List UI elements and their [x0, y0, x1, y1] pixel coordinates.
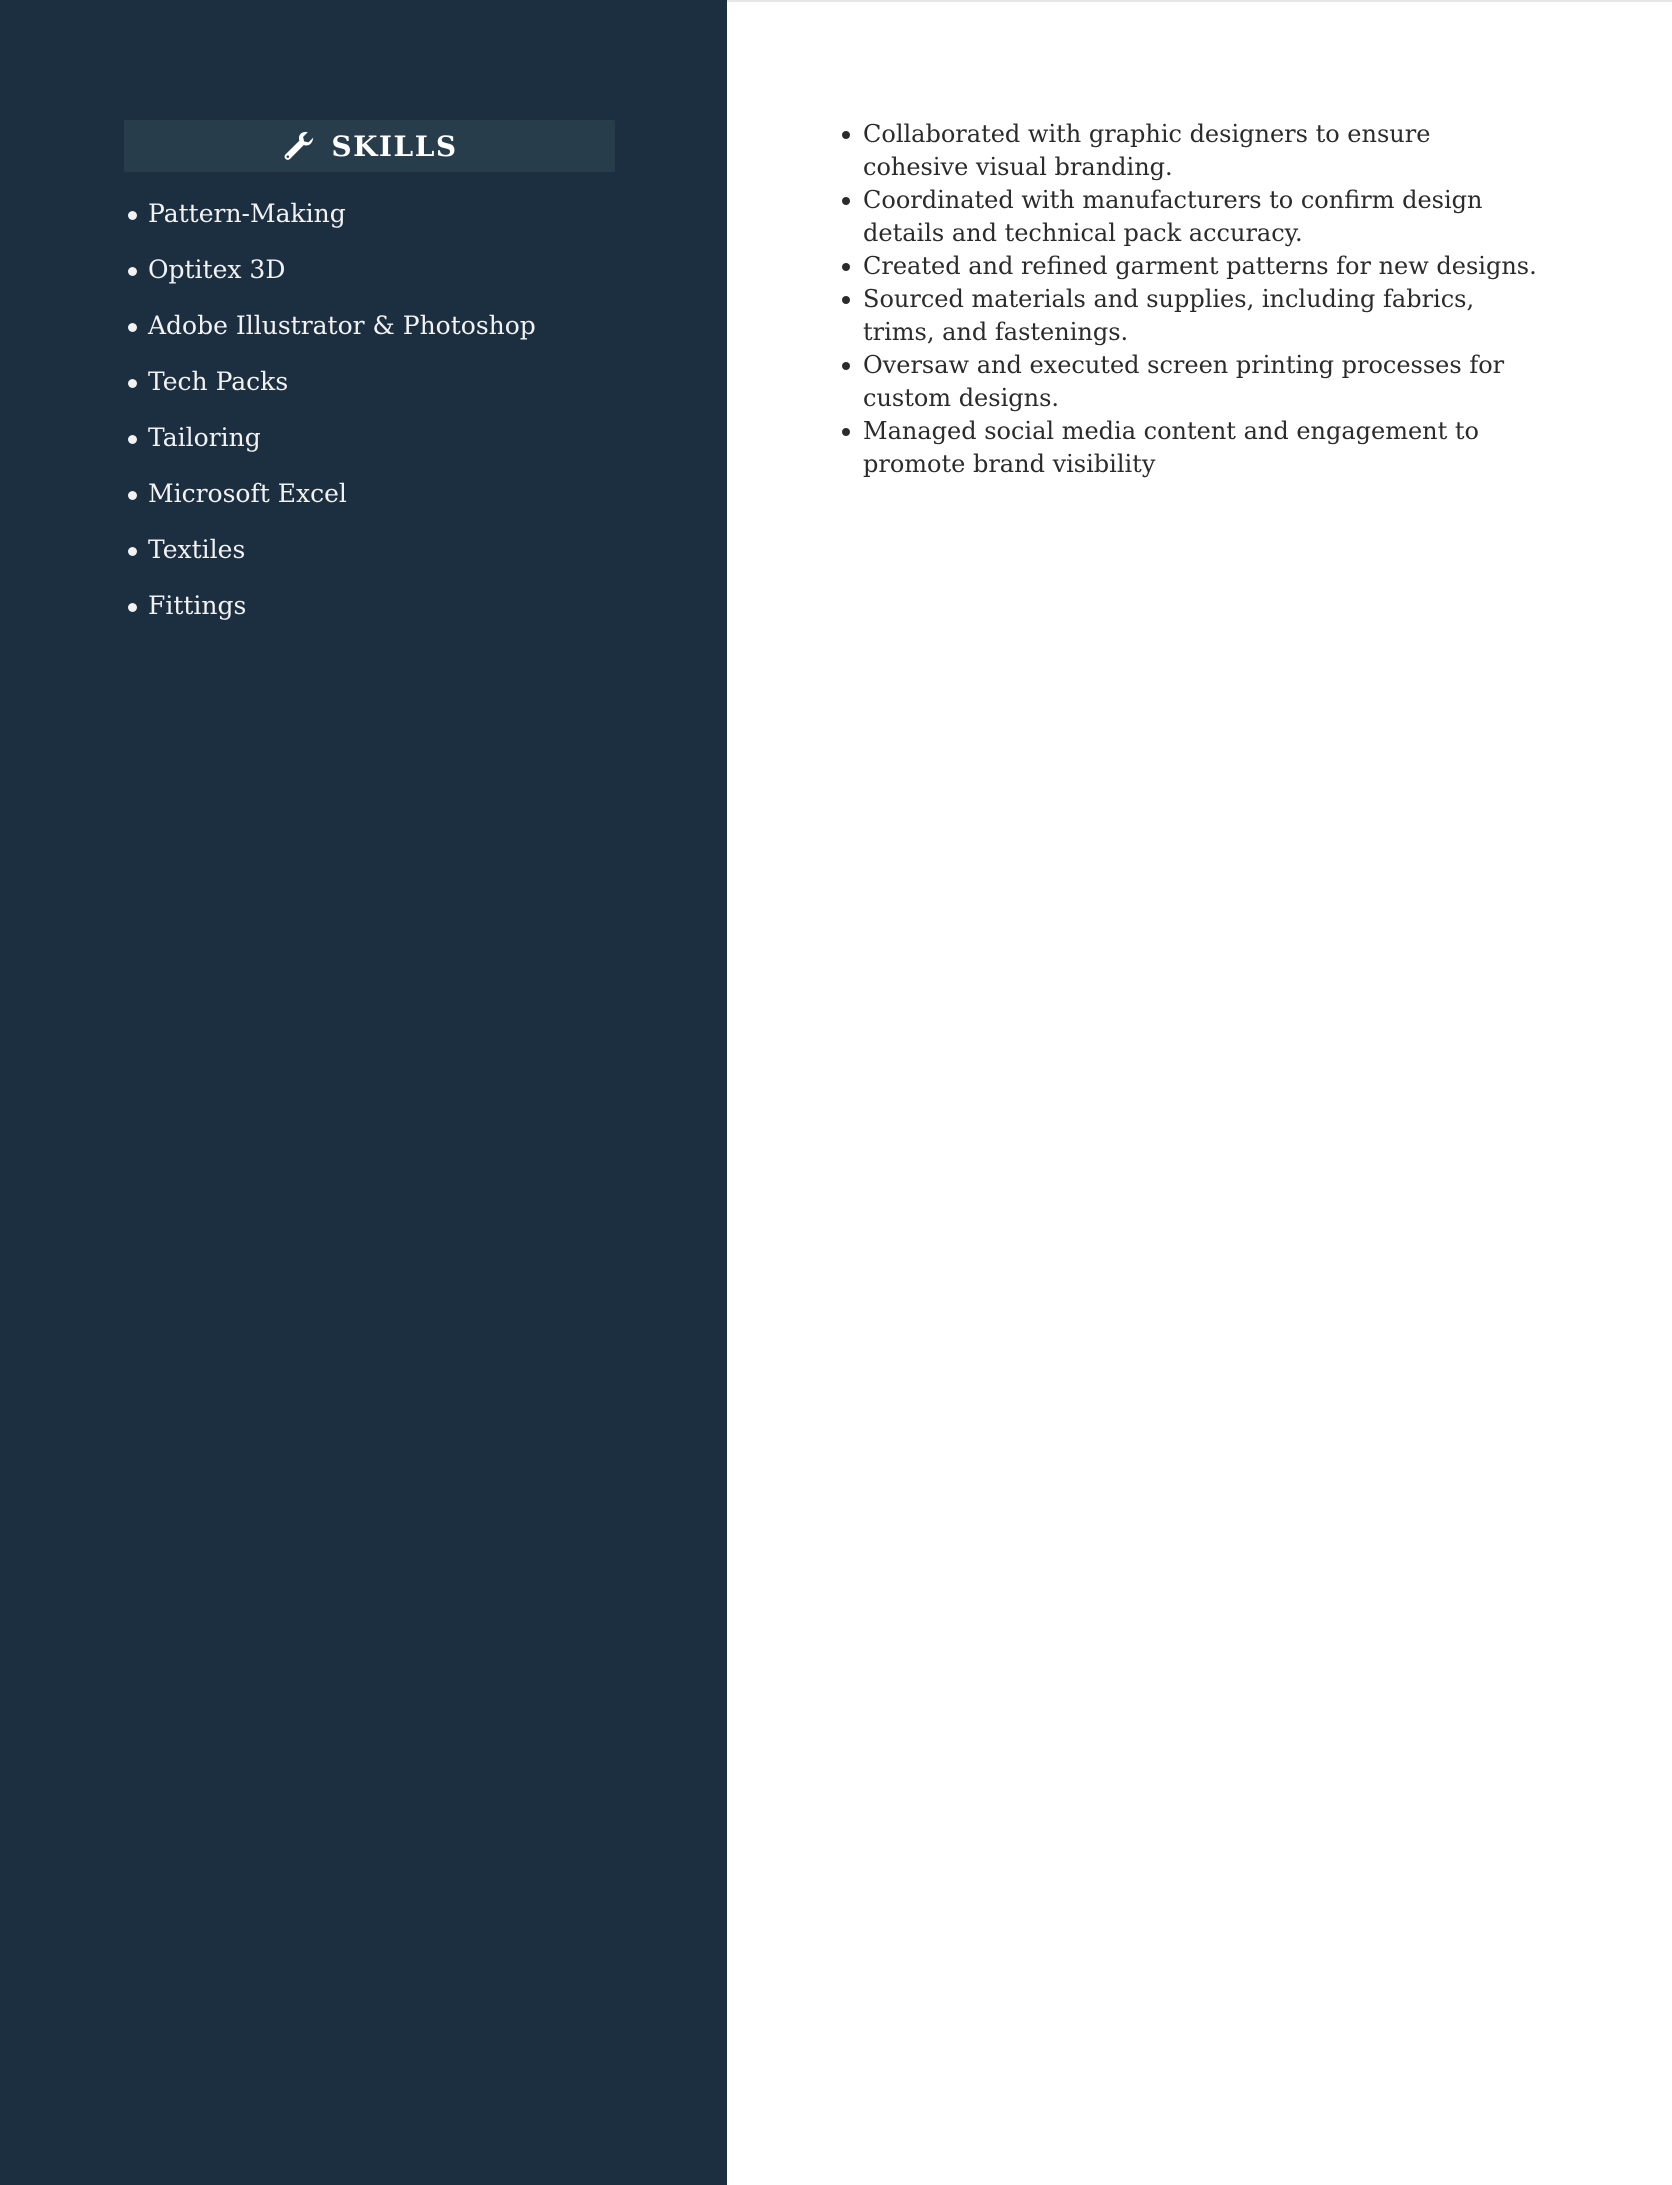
skill-item: Tailoring: [124, 414, 684, 470]
skill-item: Fittings: [124, 582, 684, 638]
skills-section-header: [124, 120, 615, 172]
skill-item: Tech Packs: [124, 358, 684, 414]
sidebar: [0, 0, 727, 2185]
skill-item: Optitex 3D: [124, 246, 684, 302]
experience-bullet: Managed social media content and engagement to promote brand visibility: [840, 415, 1540, 481]
skill-item: Microsoft Excel: [124, 470, 684, 526]
skill-item: Pattern-Making: [124, 190, 684, 246]
skills-title: SKILLS: [331, 129, 458, 163]
experience-bullet: Created and refined garment patterns for new designs.: [840, 250, 1540, 283]
experience-bullet: Collaborated with graphic designers to ensure cohesive visual branding.: [840, 118, 1540, 184]
experience-bullet: Coordinated with manufacturers to confirm design details and technical pack accuracy.: [840, 184, 1540, 250]
experience-bullets: [840, 118, 1540, 481]
experience-bullet: Sourced materials and supplies, including fabrics, trims, and fastenings.: [840, 283, 1540, 349]
skill-item: Textiles: [124, 526, 684, 582]
wrench-icon: [281, 129, 315, 163]
experience-bullet: Oversaw and executed screen printing processes for custom designs.: [840, 349, 1540, 415]
skills-list: [124, 190, 684, 638]
skill-item: Adobe Illustrator & Photoshop: [124, 302, 684, 358]
